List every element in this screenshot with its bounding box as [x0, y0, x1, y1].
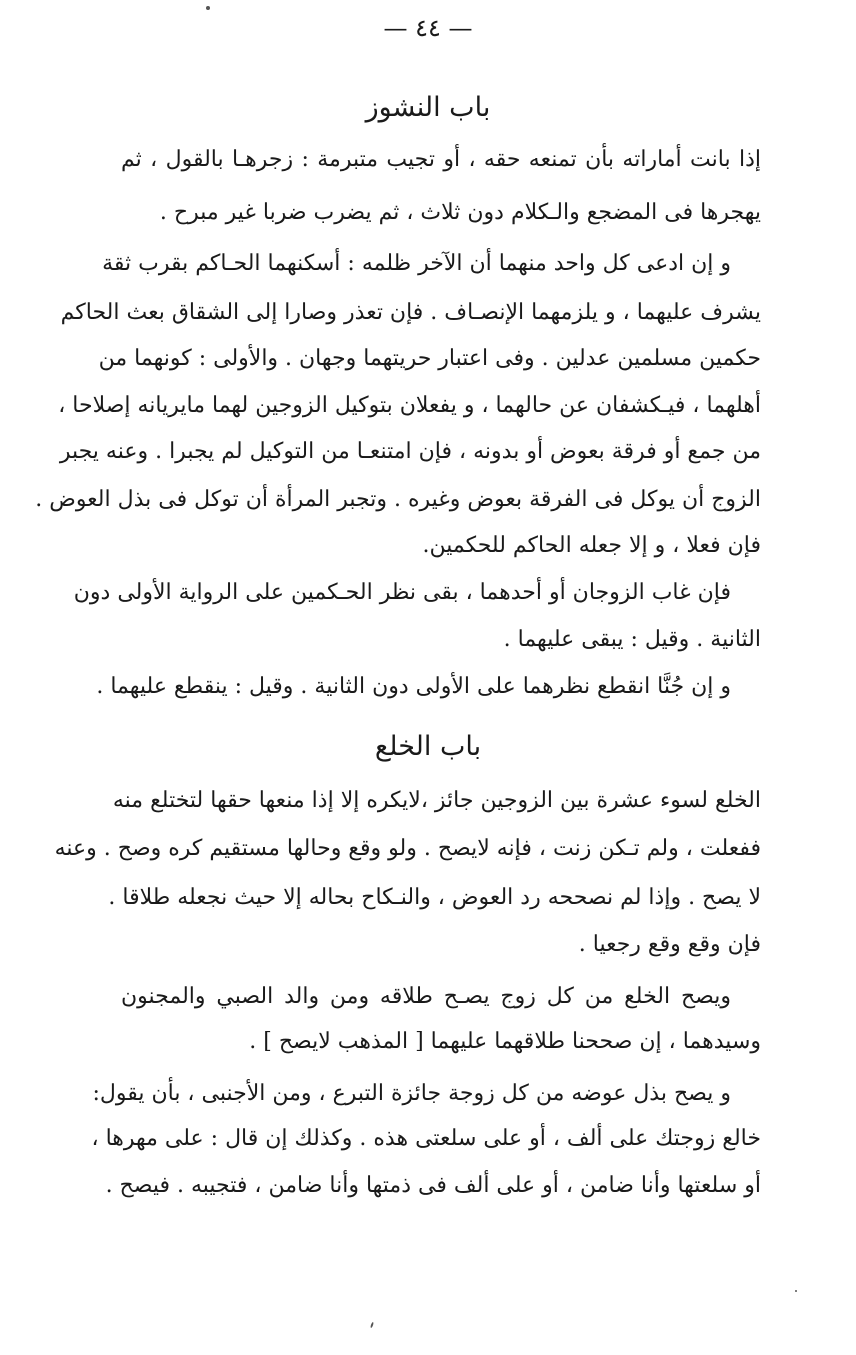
- section-heading-khul: باب الخلع: [374, 731, 482, 762]
- text-line: فإن غاب الزوجان أو أحدهما ، بقى نظر الحـكمين على الرواية الأولى دون: [73, 580, 731, 605]
- text-line: الزوج أن يوكل فى الفرقة بعوض وغيره . وتجبر المرأة أن توكل فى بذل العوض .: [35, 487, 761, 512]
- text-line: ففعلت ، ولم تـكن زنت ، فإنه لايصح . ولو وقع وحالها مستقيم كره وصح . وعنه: [54, 836, 761, 861]
- text-line: لا يصح . وإذا لم نصححه رد العوض ، والنـكاح بحاله إلا حيث نجعله طلاقا .: [108, 885, 761, 910]
- text-line: من جمع أو فرقة بعوض أو بدونه ، فإن امتنعـا من التوكيل لم يجبرا . وعنه يجبر: [59, 439, 761, 464]
- text-line: و إن ادعى كل واحد منهما أن الآخر ظلمه : أسكنهما الحـاكم بقرب ثقة: [102, 251, 731, 276]
- text-line: يشرف عليهما ، و يلزمهما الإنصـاف . فإن تعذر وصارا إلى الشقاق بعث الحاكم: [60, 300, 761, 325]
- text-line: فإن فعلا ، و إلا جعله الحاكم للحكمين.: [422, 533, 761, 558]
- text-line: و إن جُنَّا انقطع نظرهما على الأولى دون الثانية . وقيل : ينقطع عليهما .: [96, 674, 731, 699]
- text-line: و يصح بذل عوضه من كل زوجة جائزة التبرع ، ومن الأجنبى ، بأن يقول:: [92, 1081, 731, 1106]
- section-heading-nushuz: باب النشوز: [365, 92, 491, 123]
- scan-speck: [206, 6, 210, 10]
- text-line: أو سلعتها وأنا ضامن ، أو على ألف فى ذمتها وأنا ضامن ، فتجيبه . فيصح .: [105, 1173, 761, 1198]
- text-line: يهجرها فى المضجع والـكلام دون ثلاث ، ثم يضرب ضربا غير مبرح .: [159, 200, 761, 225]
- text-line: خالع زوجتك على ألف ، أو على سلعتى هذه . وكذلك إن قال : على مهرها ،: [91, 1126, 761, 1151]
- text-line: الخلع لسوء عشرة بين الزوجين جائز ،لايكره إلا إذا منعها حقها لتختلع منه: [112, 788, 761, 813]
- scan-speck: [370, 1322, 374, 1328]
- text-line: ويصح الخلع من كل زوج يصـح طلاقه ومن والد الصبي والمجنون: [121, 984, 731, 1009]
- text-line: وسيدهما ، إن صححنا طلاقهما عليهما [ المذهب لايصح ] .: [249, 1029, 761, 1054]
- text-line: فإن وقع وقع رجعيا .: [578, 932, 761, 957]
- text-line: إذا بانت أماراته بأن تمنعه حقه ، أو تجيب متبرمة : زجرهـا بالقول ، ثم: [121, 147, 761, 172]
- text-line: أهلهما ، فيـكشفان عن حالهما ، و يفعلان بتوكيل الزوجين لهما مايريانه إصلاحا ،: [58, 393, 761, 418]
- scan-speck: [795, 1290, 797, 1292]
- text-line: الثانية . وقيل : يبقى عليهما .: [503, 627, 761, 652]
- text-line: حكمين مسلمين عدلين . وفى اعتبار حريتهما وجهان . والأولى : كونهما من: [98, 346, 761, 371]
- page-number: — ٤٤ —: [383, 14, 473, 42]
